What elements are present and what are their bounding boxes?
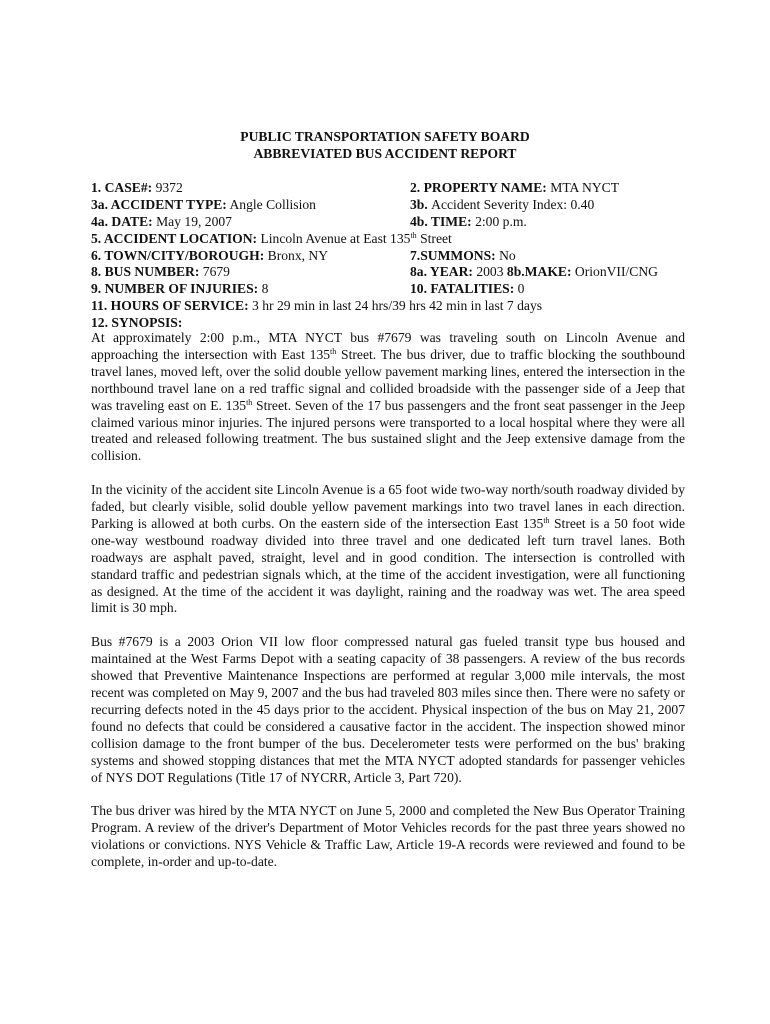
row-bus xyxy=(91,264,685,281)
town-field: 6. TOWN/CITY/BOROUGH: Bronx, NY xyxy=(91,247,329,263)
year-make-field: 8a. YEAR: 2003 8b.MAKE: OrionVII/CNG xyxy=(410,264,658,280)
row-location xyxy=(91,231,685,248)
report-header xyxy=(0,128,770,162)
fatalities-field: 10. FATALITIES: 0 xyxy=(410,281,525,297)
synopsis-body xyxy=(91,330,685,888)
row-injuries xyxy=(91,281,685,298)
synopsis-heading: 12. SYNOPSIS: xyxy=(91,315,183,331)
paragraph-accident: At approximately 2:00 p.m., MTA NYCT bus #7679 was traveling south on Lincoln Avenue and approaching the intersection with East 135th Street. The bus driver, due to traffic blocking the southbound travel lanes, moved left, over the solid double yellow pavement marking lines, entered the intersection in the northbound travel lane on a red traffic signal and collided broadside with the passenger side of a Jeep that was traveling east on E. 135th Street. Seven of the 17 bus passengers and the front seat passenger in the Jeep claimed various minor injuries. The injured persons were transported to a local hospital where they were all treated and released following treatment. The bus sustained slight and the Jeep extensive damage from the collision. xyxy=(91,330,685,464)
case-field: 1. CASE#: 9372 xyxy=(91,180,183,195)
row-type xyxy=(91,197,685,214)
summons-field: 7.SUMMONS: No xyxy=(410,247,516,263)
report-fields xyxy=(91,180,685,332)
row-town xyxy=(91,248,685,265)
row-hours xyxy=(91,298,685,315)
location-field: 5. ACCIDENT LOCATION: Lincoln Avenue at East 135th Street xyxy=(91,230,452,246)
hours-field: 11. HOURS OF SERVICE: 3 hr 29 min in last 24 hrs/39 hrs 42 min in last 7 days xyxy=(91,298,543,314)
row-case xyxy=(91,180,685,197)
header-line-2: ABBREVIATED BUS ACCIDENT REPORT xyxy=(253,146,517,161)
accident-type-field: 3a. ACCIDENT TYPE: Angle Collision xyxy=(91,196,316,212)
paragraph-site: In the vicinity of the accident site Lincoln Avenue is a 65 foot wide two-way north/south roadway divided by faded, but clearly visible, solid double yellow pavement markings into two travel lanes in each direction. Parking is allowed at both curbs. On the eastern side of the intersection East 135th Street is a 50 foot wide one-way westbound roadway divided into three travel and one dedicated left turn travel lanes. Both roadways are asphalt paved, straight, level and in good condition. The intersection is controlled with standard traffic and pedestrian signals which, at the time of the accident investigation, were all functioning as designed. At the time of the accident it was daylight, raining and the roadway was wet. The area speed limit is 30 mph. xyxy=(91,482,685,616)
paragraph-driver: The bus driver was hired by the MTA NYCT on June 5, 2000 and completed the New Bus Operator Training Program. A review of the driver's Department of Motor Vehicles records for the past three years showed no violations or convictions. NYS Vehicle & Traffic Law, Article 19-A records were reviewed and found to be complete, in-order and up-to-date. xyxy=(91,803,685,870)
date-field: 4a. DATE: May 19, 2007 xyxy=(91,213,232,229)
property-field: 2. PROPERTY NAME: MTA NYCT xyxy=(410,180,620,195)
paragraph-vehicle: Bus #7679 is a 2003 Orion VII low floor compressed natural gas fueled transit type bus housed and maintained at the West Farms Depot with a seating capacity of 38 passengers. A review of the bus records showed that Preventive Maintenance Inspections are performed at regular 3,000 mile intervals, the most recent was completed on May 9, 2007 and the bus had traveled 803 miles since then. There were no safety or recurring defects noted in the 45 days prior to the accident. Physical inspection of the bus on May 21, 2007 found no defects that could be considered a causative factor in the accident. The inspection showed minor collision damage to the front bumper of the bus. Decelerometer tests were performed on the bus' braking systems and showed stopping distances that met the MTA NYCT adopted standards for passenger vehicles of NYS DOT Regulations (Title 17 of NYCRR, Article 3, Part 720). xyxy=(91,634,685,785)
time-field: 4b. TIME: 2:00 p.m. xyxy=(410,213,527,229)
severity-field: 3b. Accident Severity Index: 0.40 xyxy=(410,196,595,212)
bus-number-field: 8. BUS NUMBER: 7679 xyxy=(91,264,230,280)
header-line-1: PUBLIC TRANSPORTATION SAFETY BOARD xyxy=(240,129,530,144)
row-date xyxy=(91,214,685,231)
injuries-field: 9. NUMBER OF INJURIES: 8 xyxy=(91,281,269,297)
